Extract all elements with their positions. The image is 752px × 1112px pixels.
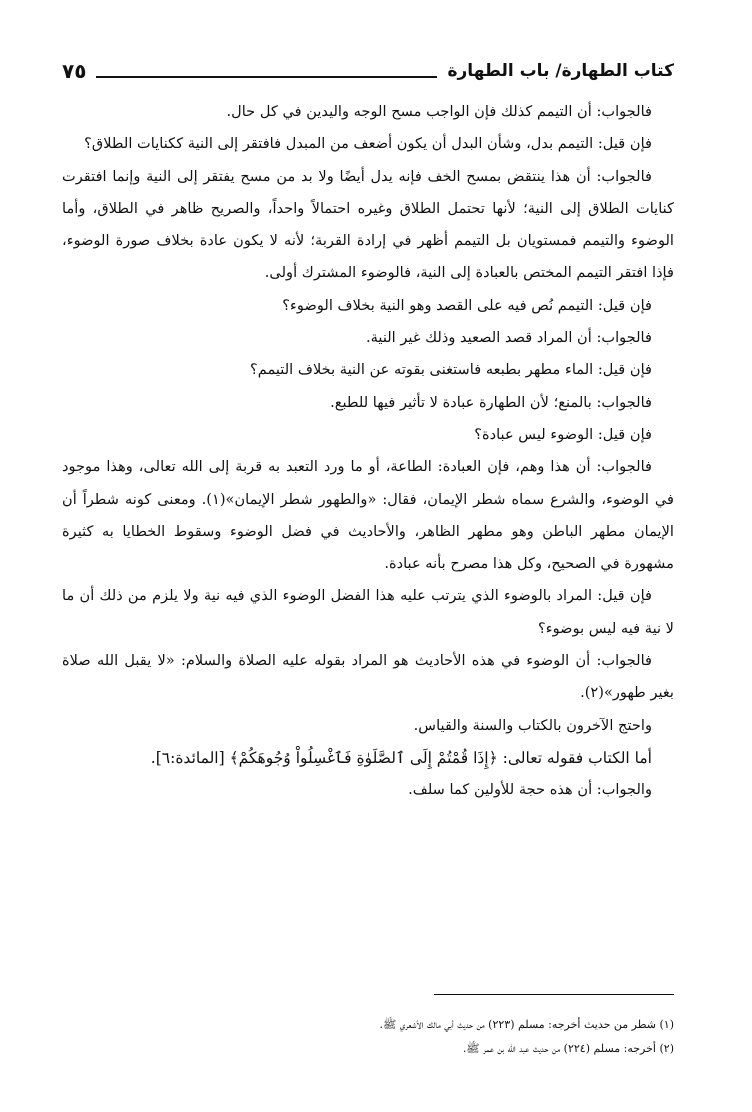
- header-title: كتاب الطهارة/ باب الطهارة: [447, 61, 674, 81]
- paragraph-answer-worship: فالجواب: أن هذا وهم، فإن العبادة: الطاعة، أو ما ورد التعبد به قربة إلى الله تعالى، وهذا موجود في الوضوء، والشرع سماه شطر الإيمان، فقال: «والطهور شطر الإيمان»(١). ومعنى كونه شطراً أن الإيمان مطهر الباطن وهو مطهر الظاهر، والأحاديث في فضل الوضوء وسقوط الخطايا به كثيرة مشهورة في الصحيح، وكل هذا مصرح بأنه عبادة.: [62, 458, 675, 573]
- footnote-list: [62, 1013, 674, 1061]
- running-header: [62, 50, 674, 92]
- paragraph-others-argue: واحتج الآخرون بالكتاب والسنة والقياس.: [413, 716, 652, 734]
- book-page: [62, 50, 674, 1090]
- footnote-2: (٢) أخرجه: مسلم (٢٢٤) من حديث عبد الله بن عمر ﷺ.: [462, 1042, 674, 1055]
- paragraph-answer-khuff: فالجواب: أن هذا ينتقض بمسح الخف فإنه يدل أيضًا ولا بد من مسح يفتقر إلى النية وإنما افتقرت كنايات الطلاق إلى النية؛ لأنها تحتمل الطلاق وغيره احتمالاً واحداً، والصريح ظاهر في الطلاق، وأما الوضوء والتيمم فمستويان بل التيمم أظهر في إرادة القربة؛ لأنه لا يكون عادة بخلاف صورة الوضوء، فإذا افتقر التيمم المختص بالعبادة إلى النية، فالوضوء المشترك أولى.: [62, 167, 674, 282]
- paragraph-final-answer: والجواب: أن هذه حجة للأولين كما سلف.: [408, 781, 652, 799]
- footnote-1: (١) شطر من حديث أخرجه: مسلم (٢٢٣) من حديث أبي مالك الأشعري ﷺ.: [379, 1018, 674, 1031]
- footnote-rule: [434, 994, 674, 995]
- paragraph-answer-intent: فالجواب: أن المراد قصد الصعيد وذلك غير النية.: [365, 329, 652, 347]
- header-rule: [96, 76, 437, 78]
- paragraph-question-worship: فإن قيل: الوضوء ليس عبادة؟: [474, 425, 652, 443]
- paragraph-question-virtue: فإن قيل: المراد بالوضوء الذي يترتب عليه هذا الفضل الوضوء الذي فيه نية ولا يلزم من ذلك أن ما لا نية فيه ليس بوضوء؟: [62, 587, 674, 637]
- paragraph-question-intent: فإن قيل: التيمم نُص فيه على القصد وهو النية بخلاف الوضوء؟: [282, 296, 652, 314]
- paragraph-quran-verse: أما الكتاب فقوله تعالى: ﴿إِذَا قُمْتُمْ إِلَى ٱلصَّلَوٰةِ فَٱغْسِلُواْ وُجُوهَكُمْ﴾ [المائدة:٦].: [150, 748, 652, 767]
- page-body: [62, 96, 674, 807]
- paragraph-question-substitute: فإن قيل: التيمم بدل، وشأن البدل أن يكون أضعف من المبدل فافتقر إلى النية ككنايات الطلاق؟: [84, 135, 652, 153]
- paragraph-answer-water: فالجواب: بالمنع؛ لأن الطهارة عبادة لا تأثير فيها للطبع.: [330, 393, 652, 411]
- footnotes: [62, 994, 674, 1061]
- page-number: ٧٥: [62, 59, 87, 83]
- paragraph-question-water: فإن قيل: الماء مطهر بطبعه فاستغنى بقوته عن النية بخلاف التيمم؟: [250, 361, 652, 379]
- paragraph-answer-virtue: فالجواب: أن الوضوء في هذه الأحاديث هو المراد بقوله عليه الصلاة والسلام: «لا يقبل الله صلاة بغير طهور»(٢).: [62, 652, 674, 702]
- paragraph-answer-tayammum: فالجواب: أن التيمم كذلك فإن الواجب مسح الوجه واليدين في كل حال.: [226, 103, 652, 120]
